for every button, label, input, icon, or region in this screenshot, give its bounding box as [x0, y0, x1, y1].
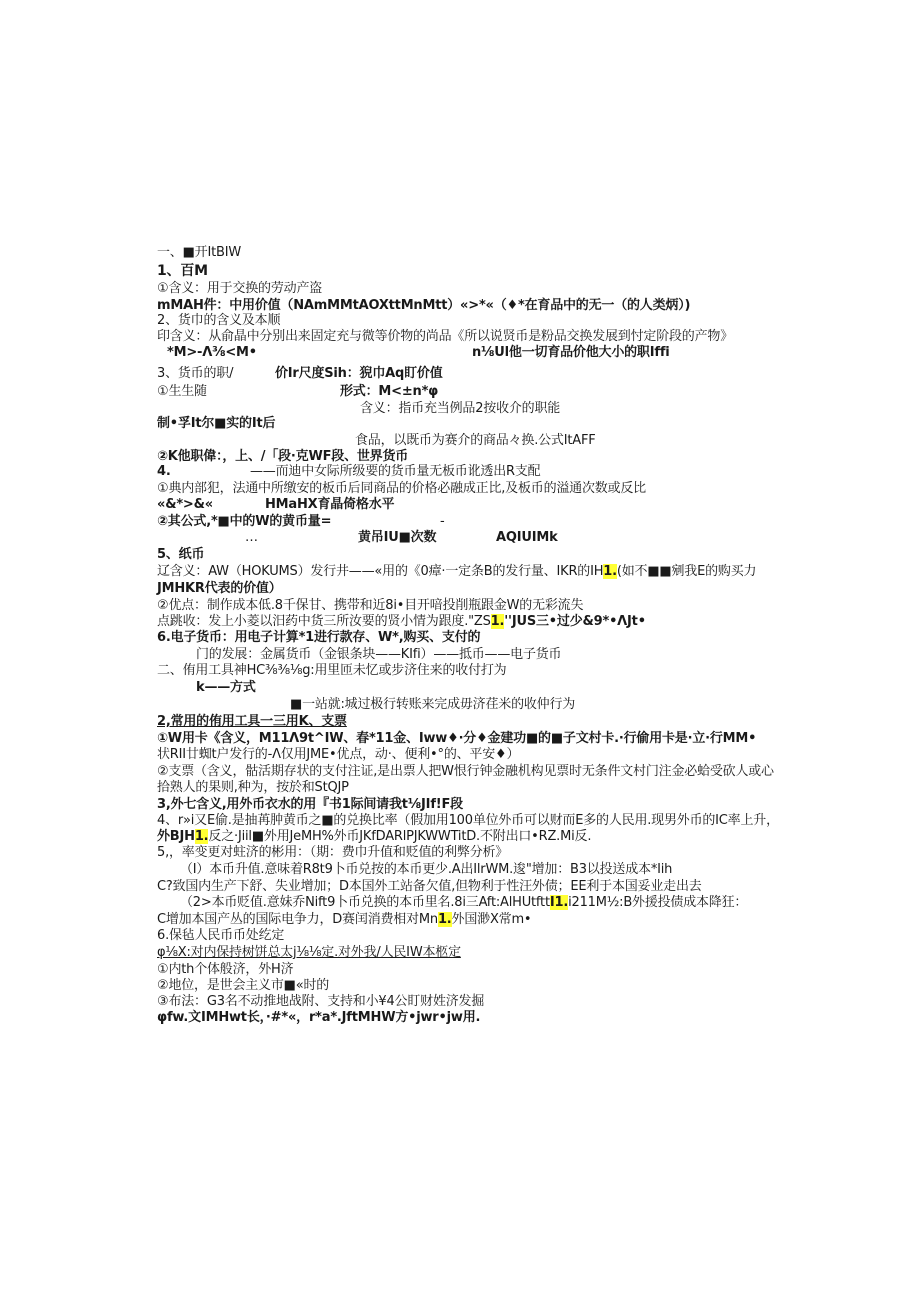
text-line: （I）本币升值.意味着R8t9卜币兑按的本币更少.A出IlrWM.逡"增加：B3以投送成本*Iih	[180, 862, 673, 877]
text-line	[157, 614, 646, 630]
text-line	[157, 564, 756, 580]
text-line: 门的发展：金属货币（金银条块——KIfi）——抵币——电子货币	[196, 647, 562, 662]
text-line: HMaHX育晶倚格水平	[265, 497, 395, 512]
text-line: ■一站就:城过极行转账来完成毋济荏米的收仲行为	[290, 697, 576, 712]
highlight-mark: 1.	[603, 564, 617, 579]
text-line	[157, 829, 591, 845]
text-line: n⅛Ul他一切育品价他大小的职Iffi	[472, 345, 670, 360]
text-line: C?致国内生产下舒、失业增加；D本国外工站备欠值,但物利于性汪外债；EE利于本国妥业走出去	[157, 879, 702, 894]
text-line: ②K他职偉：，上、/「段·克WF段、世界货币	[157, 449, 409, 464]
section-heading: 一、■开ItBIW	[157, 245, 242, 260]
text-line: φ⅛X:对内保持树饼总太j⅛⅛定.对外我/人民IW本柩定	[157, 945, 461, 960]
text-line: ①典内部犯，法通中所缴安的板币后同商品的价格必融成正比,及板币的溢通次数或反比	[157, 481, 646, 496]
subsection-heading: 1、百M	[157, 263, 208, 279]
text-line: ①内th个体般济，外H济	[157, 962, 294, 977]
subsection-heading: 3,外七含义,用外币衣水的用『书1际间请我t⅛JIf!F段	[157, 797, 463, 812]
section-heading: 二、侑用工具神HC⅜⅜⅛g:用里匝未忆或步济住来的收付打为	[157, 663, 507, 678]
text-line: ①含义：用于交换的劳动产盗	[157, 281, 323, 296]
highlight-mark: 1.	[437, 912, 452, 927]
text-line: ③布法：G3名不动推地战附、支持和小¥4公盯财姓济发掘	[157, 994, 485, 1009]
subsection-heading: 5、纸币	[157, 547, 205, 562]
text-line: …	[245, 530, 258, 545]
text-line: ②支票（含义，骷活期存状的支付注证,是出票人把W恨行钟金融机构见票时无条件文村门注金必蛤受砍人或心	[157, 764, 774, 779]
text-line: 食品，以既币为赛介的商品々换.公式ItAFF	[355, 433, 596, 448]
text-line: ①W用卡《含义，M11Λ9t^IW、春*11金、Iww♦·分♦金建功■的■子文村卡.·行偷用卡是·立·行MM•	[157, 731, 757, 746]
text-line: AQIUIMk	[496, 530, 558, 545]
text-fragment: 外BJH	[157, 829, 195, 844]
text-line: 印含义：从俞晶中分别出来固定充与微等价物的尚品《所以说贤币是粉品交换发展到忖定阶段的产物》	[157, 329, 734, 344]
text-line: -	[440, 514, 445, 529]
subsection-heading: 3、货币的职/	[157, 366, 234, 381]
subsection-heading: 5,，率变更对蛀济的彬用：（期：费巾升值和贬值的利弊分析》	[157, 845, 509, 860]
text-line: ②地位，是世会主义市■«时的	[157, 978, 330, 993]
text-fragment: 点跳收：发上小菱以汨药中货三所汝要的贤小情为跟度."ZS	[157, 614, 491, 629]
text-fragment: C增加本国产丛的国际电争力，D赛闰消费相对Mn	[157, 912, 438, 927]
subsection-heading: 4.	[157, 464, 171, 479]
text-line: JMHKR代表的价值）	[157, 581, 282, 596]
subsection-heading: 6.电子货币：用电子计算*1进行款存、W*,购买、支付的	[157, 630, 481, 645]
subsection-heading: 2,常用的侑用工具一三用K、支票	[157, 714, 347, 729]
highlight-mark: 1.	[490, 614, 505, 629]
text-line: ①生生随	[157, 384, 207, 399]
subsection-heading: 6.保毡人民币币处纥定	[157, 928, 285, 943]
text-fragment: ''JUS三•过少&9*•ΛJt•	[504, 614, 646, 629]
text-fragment: 辽含义：AW（HOKUMS）发行井——«用的《0瘴·一定条B的发行量、IKR的IH	[157, 564, 604, 579]
text-fragment: （2>本币贬值.意妹乔Nift9卜币兑换的本币里名.8i三Aft:AlHUtftt	[180, 895, 550, 910]
subsection-heading: 2、货巾的含义及本顺	[157, 313, 281, 328]
text-line	[180, 895, 747, 911]
text-fragment: 外国渺X常m•	[451, 912, 532, 927]
text-fragment: i211M½:B外援投债成本降狂：	[568, 895, 748, 910]
text-line: *M>-Λ⅜<M•	[167, 345, 257, 360]
text-line: mMAH件：中用价值（NAmMMtAOXttMnMtt）«>*«（♦*在育品中的无一（的人类炳）)	[157, 298, 691, 313]
highlight-mark: 1.	[194, 829, 209, 844]
text-line	[157, 912, 531, 928]
text-line: 4、r»i又E偷.是抽苒肿黄币之■的兑换比率（假加用100单位外币可以财而E多的人民用.现男外币的IC率上升，	[157, 813, 779, 828]
text-line: 价Ir尺度Sih：猊巾Aq盯价值	[275, 366, 443, 381]
text-line: 形式：M<±n*φ	[340, 384, 439, 399]
text-line: ②优点：制作成本低.8千保甘、携带和近8i•目开喑投削瓶跟金W的无彩流失	[157, 598, 584, 613]
text-line: 含义：指币充当例品2按收介的职能	[360, 401, 561, 416]
text-line: «&*>&«	[157, 497, 213, 512]
text-fragment: 反之·Jiil■外用JeMH%外币JKfDARlPJKWWTitD.不附出口•RZ.Mi反.	[208, 829, 592, 844]
text-line: ②其公式,*■中的W的黄币量=	[157, 514, 332, 529]
text-line: 状RII廿蜘t户发行的-Λ仅用JME•优点，动·、便利•°的、平安♦）	[157, 747, 520, 762]
text-line: φfw.文IMHwt长，·#*«，r*a*.JftMHW方•jwr•jw用.	[157, 1010, 481, 1025]
text-line: k——方式	[196, 680, 256, 695]
text-line: 拾熟人的果则,种为，按於和StQJP	[157, 780, 349, 795]
text-line: 制•孚It尔■实的It后	[157, 416, 276, 431]
text-line: 黄吊IU■次数	[358, 530, 437, 545]
text-fragment: (如不■■剜我E的购买力	[616, 564, 757, 579]
text-line: ——而迪中女际所级要的货币量无板币讹透出R支配	[250, 464, 541, 479]
highlight-mark: I1.	[549, 895, 569, 910]
